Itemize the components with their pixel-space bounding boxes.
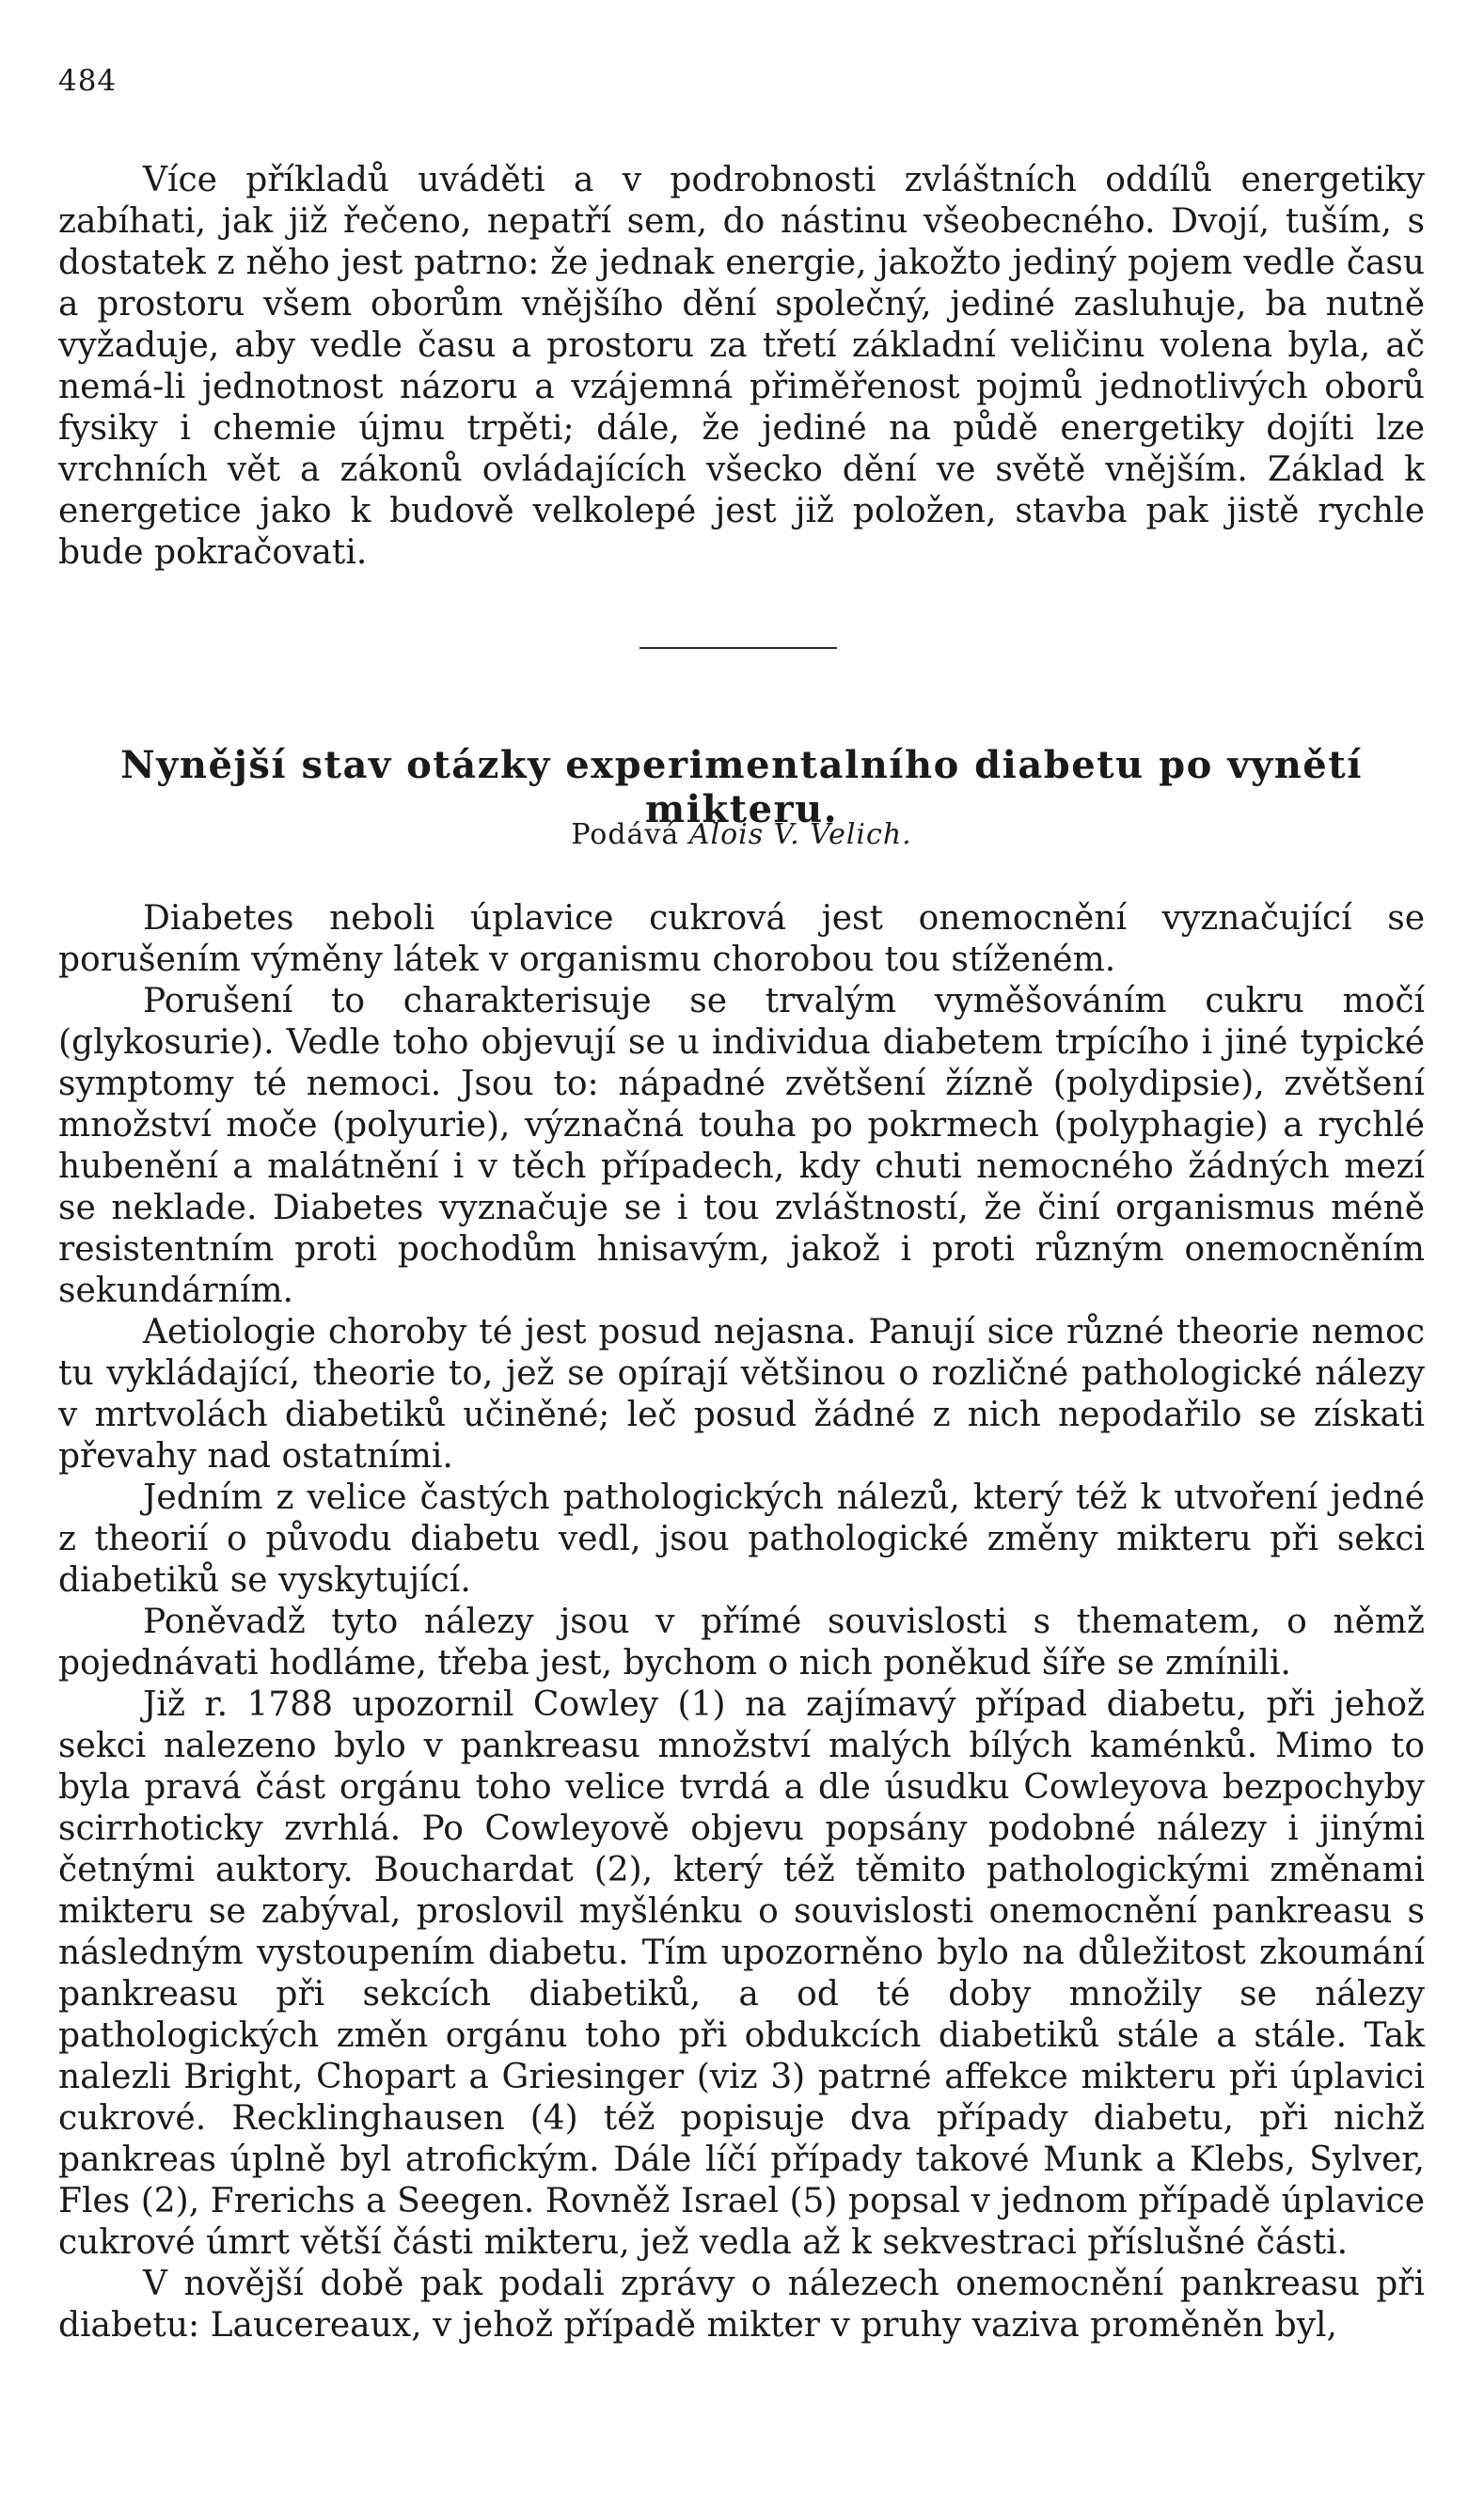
article-byline: [58, 818, 1425, 851]
body-paragraph: Jedním z velice častých pathologických nálezů, který též k utvoření jedné z theorií o původu diabetu vedl, jsou pathologické změny mikteru při sekci diabetiků se vyskytující.: [58, 1478, 1425, 1600]
article-title: Nynější stav otázky experimentalního diabetu po vynětí mikteru.: [120, 743, 1363, 831]
page-number: 484: [58, 64, 118, 98]
body-paragraph: Porušení to charakterisuje se trvalým vyměšováním cukru močí (glykosurie). Vedle toho objevují se u individua diabetem trpícího i jiné typické symptomy té nemoci. Jsou to: nápadné zvětšení žízně (polydipsie), zvětšení množství moče (polyurie), význačná touha po pokrmech (polyphagie) a rychlé hubenění a malátnění i v těch případech, kdy chuti nemocného žádných mezí se neklade. Diabetes vyznačuje se i tou zvláštností, že činí organismus méně resistentním proti pochodům hnisavým, jakož i proti různým onemocněním sekundárním.: [58, 982, 1425, 1310]
body-paragraph: Aetiologie choroby té jest posud nejasna. Panují sice různé theorie nemoc tu vykládající, theorie to, jež se opírají většinou o rozličné pathologické nálezy v mrtvolách diabetiků učiněné; leč posud žádné z nich nepodařilo se získati převahy nad ostatními.: [58, 1313, 1425, 1476]
body-paragraph: Poněvadž tyto nálezy jsou v přímé souvislosti s thematem, o němž pojednávati hodláme, třeba jest, bychom o nich poněkud šíře se zmínili.: [58, 1603, 1425, 1683]
body-paragraph: Již r. 1788 upozornil Cowley (1) na zajímavý případ diabetu, při jehož sekci nalezeno bylo v pankreasu množství malých bílých kaménků. Mimo to byla pravá část orgánu toho velice tvrdá a dle úsudku Cowleyova bezpochyby scirrhoticky zvrhlá. Po Cowleyově objevu popsány podobné nálezy i jinými četnými auktory. Bouchardat (2), který též těmito pathologickými změnami mikteru se zabýval, proslovil myšlénku o souvislosti onemocnění pankreasu s následným vystoupením diabetu. Tím upozorněno bylo na důležitost zkoumání pankreasu při sekcích diabetiků, a od té doby množily se nálezy pathologických změn orgánu toho při obdukcích diabetiků stále a stále. Tak nalezli Bright, Chopart a Griesinger (viz 3) patrné affekce mikteru při úplavici cukrové. Recklinghausen (4) též popisuje dva případy diabetu, při nichž pankreas úplně byl atrofickým. Dále líčí případy takové Munk a Klebs, Sylver, Fles (2), Frerichs a Seegen. Rovněž Israel (5) popsal v jednom případě úplavice cukrové úmrt větší části mikteru, jež vedla až k sekvestraci příslušné části.: [58, 1685, 1425, 2262]
body-paragraph: Diabetes neboli úplavice cukrová jest onemocnění vyznačující se porušením výměny látek v organismu chorobou tou stíženém.: [58, 899, 1425, 979]
article-body: [58, 898, 1425, 2346]
author-name: Alois V. Velich.: [688, 818, 912, 851]
section-divider: [639, 647, 837, 649]
intro-section: [58, 160, 1425, 574]
byline-prefix: Podává: [571, 818, 680, 851]
intro-paragraph: Více příkladů uváděti a v podrobnosti zvláštních oddílů energetiky zabíhati, jak již řečeno, nepatří sem, do nástinu všeobecného. Dvojí, tuším, s dostatek z něho jest patrno: že jednak energie, jakožto jediný pojem vedle času a prostoru všem oborům vnějšího dění společný, jediné zasluhuje, ba nutně vyžaduje, aby vedle času a prostoru za třetí základní veličinu volena byla, ač nemá-li jednotnost názoru a vzájemná přiměřenost pojmů jednotlivých oborů fysiky i chemie újmu trpěti; dále, že jediné na půdě energetiky dojíti lze vrchních vět a zákonů ovládajících všecko dění ve světě vnějším. Základ k energetice jako k budově velkolepé jest již položen, stavba pak jistě rychle bude pokračovati.: [58, 161, 1425, 572]
body-paragraph: V novější době pak podali zprávy o nálezech onemocnění pankreasu při diabetu: Laucereaux, v jehož případě mikter v pruhy vaziva proměněn byl,: [58, 2265, 1425, 2345]
